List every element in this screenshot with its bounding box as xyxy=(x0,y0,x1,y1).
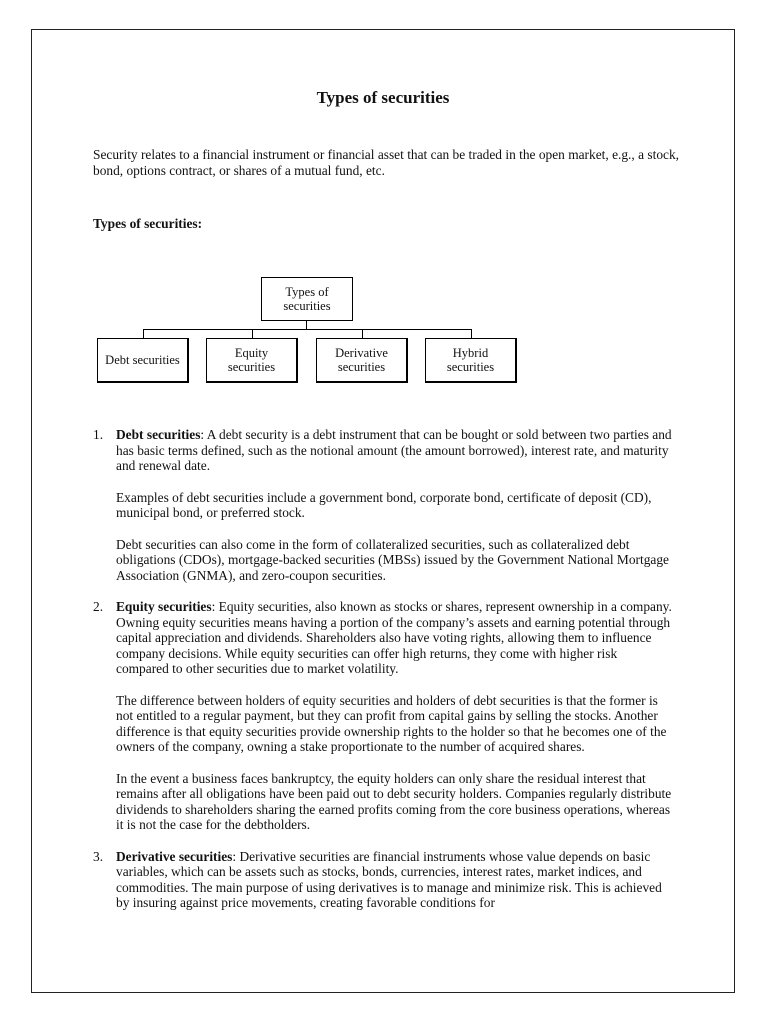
connector-horizontal xyxy=(143,329,472,330)
section-heading: Types of securities: xyxy=(93,216,203,231)
securities-list xyxy=(93,427,673,927)
list-item-paragraph: Debt securities can also come in the form of collateralized securities, such as collateralized debt obligations (CDOs), mortgage-backed securities (MBSs) issued by the Government National Mortgage Association (GNMA), and zero-coupon securities. xyxy=(116,536,669,583)
list-item-number: 1. xyxy=(93,427,104,442)
connector-drop-2 xyxy=(252,329,253,338)
connector-drop-3 xyxy=(362,329,363,338)
list-item-number: 3. xyxy=(93,848,104,864)
list-item-paragraph: In the event a business faces bankruptcy, the equity holders can only share the residual interest that remains after all obligations have been paid out to debt security holders. Companies regularly distribute dividends to shareholders sharing the earned profits coming from the core business operations, whereas it is not the case for the debtholders. xyxy=(116,770,672,832)
page-title: Types of securities xyxy=(316,88,450,107)
diagram-box-derivative: Derivative securities xyxy=(316,338,408,383)
list-item-paragraph: The difference between holders of equity securities and holders of debt securities is that the former is not entitled to a regular payment, but they can profit from capital gains by selling the stocks. Another difference is that equity securities provide ownership rights to the holder so that he becomes one of the owners of the company, owning a stake proportionate to the number of acquired shares. xyxy=(116,692,667,754)
diagram-root-box: Types of securities xyxy=(261,277,353,321)
list-item-term: Derivative securities xyxy=(116,848,233,864)
list-item xyxy=(93,599,673,833)
list-item-lead xyxy=(116,599,673,677)
connector-drop-1 xyxy=(143,329,144,338)
list-item-paragraph: Examples of debt securities include a government bond, corporate bond, certificate of deposit (CD), municipal bond, or preferred stock. xyxy=(116,489,652,520)
document-page xyxy=(31,29,735,993)
intro-paragraph: Security relates to a financial instrument or financial asset that can be traded in the open market, e.g., a stock, bond, options contract, or shares of a mutual fund, etc. xyxy=(93,147,679,178)
diagram-box-debt: Debt securities xyxy=(97,338,189,383)
connector-drop-4 xyxy=(471,329,472,338)
list-item-lead xyxy=(116,427,673,474)
list-item-term: Debt securities xyxy=(116,427,201,442)
list-item-lead xyxy=(116,849,673,911)
connector-root-stem xyxy=(306,321,307,329)
diagram-box-equity: Equity securities xyxy=(206,338,298,383)
list-item xyxy=(93,849,673,911)
list-item xyxy=(93,427,673,583)
list-item-term: Equity securities xyxy=(116,599,212,614)
list-item-lead-text: : Equity securities, also known as stocks or shares, represent ownership in a company. Owning equity securities means having a portion of the company’s assets and earning potential through capital appreciation and dividends. Shareholders also have voting rights, allowing them to influence company decisions. While equity securities can offer high returns, they come with higher risk compared to other securities due to market volatility. xyxy=(116,599,672,676)
list-item-number: 2. xyxy=(93,599,104,614)
list-item-lead-text: : A debt security is a debt instrument that can be bought or sold between two parties and has basic terms defined, such as the notional amount (the amount borrowed), interest rate, and maturity and renewal date. xyxy=(116,427,672,473)
diagram-box-hybrid: Hybrid securities xyxy=(425,338,517,383)
list-item-lead-text: : Derivative securities are financial instruments whose value depends on basic variables, which can be assets such as stocks, bonds, currencies, interest rates, market indices, and commodities. The main purpose of using derivatives is to manage and minimize risk. This is achieved by insuring against price movements, creating favorable conditions for xyxy=(116,848,662,910)
